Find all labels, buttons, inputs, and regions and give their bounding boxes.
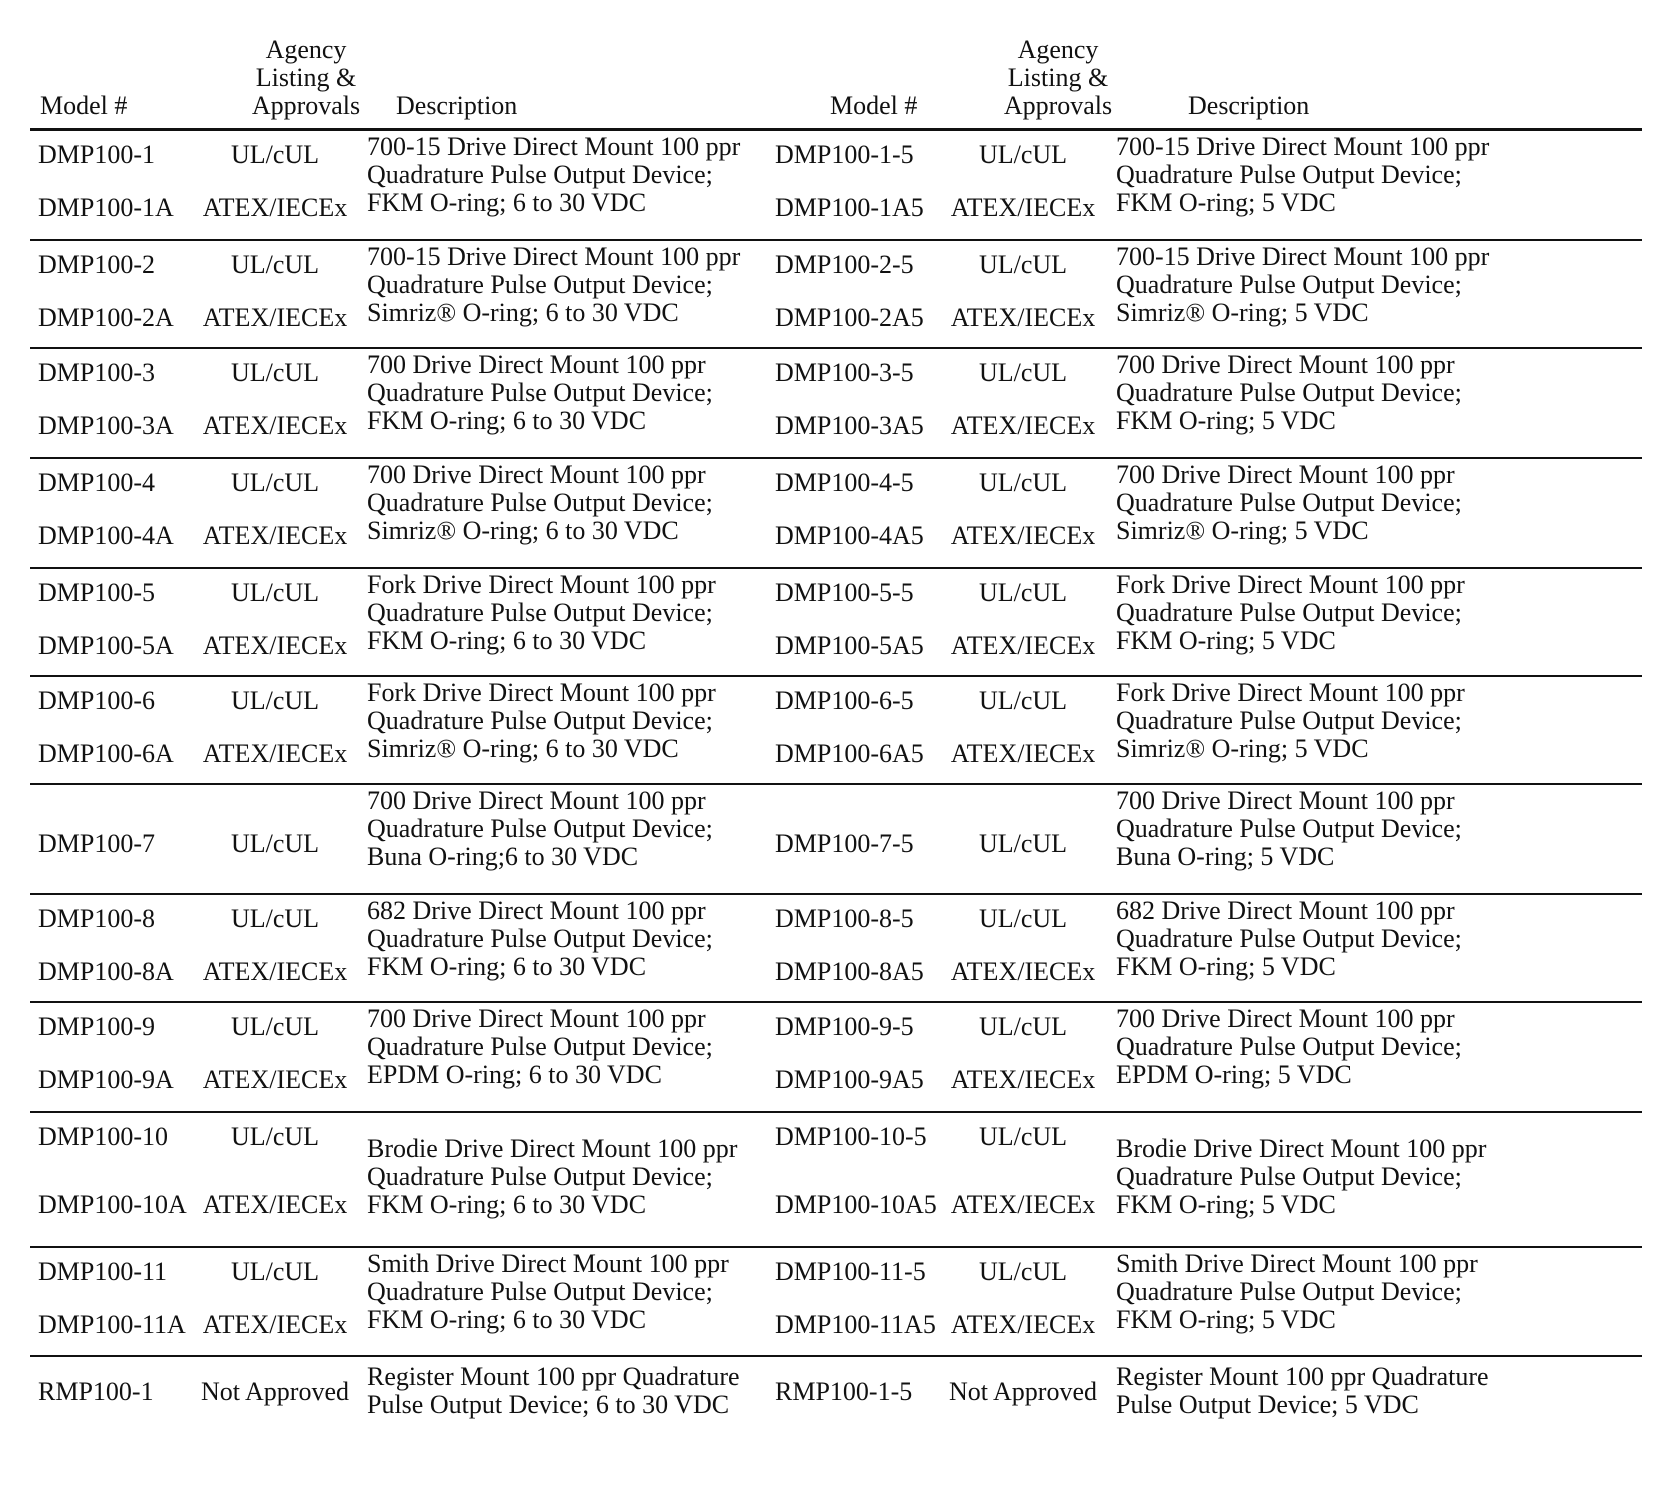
model-number-right: DMP100-1-5 [775, 140, 914, 169]
model-number-alt-right: DMP100-6A5 [775, 739, 924, 768]
model-number-alt-right: DMP100-10A5 [775, 1190, 937, 1219]
agency-approval-left: UL/cUL [230, 686, 320, 715]
description-line-left: 700 Drive Direct Mount 100 ppr [367, 460, 706, 489]
description-line-left: 682 Drive Direct Mount 100 ppr [367, 896, 706, 925]
model-number-left: DMP100-1 [38, 140, 156, 169]
agency-approval-alt-right: ATEX/IECEx [950, 303, 1096, 332]
description-line-right: 700 Drive Direct Mount 100 ppr [1116, 786, 1455, 815]
model-number-left: DMP100-5 [38, 578, 156, 607]
description-line-left: EPDM O-ring; 6 to 30 VDC [367, 1060, 662, 1089]
description-line-left: Quadrature Pulse Output Device; [367, 270, 713, 299]
header-agency-line1: Agency [265, 35, 347, 64]
agency-approval-alt-right: ATEX/IECEx [950, 1065, 1096, 1094]
model-number-alt-right: DMP100-5A5 [775, 631, 924, 660]
description-line-right: FKM O-ring; 5 VDC [1116, 1305, 1336, 1334]
agency-approval-alt-left: ATEX/IECEx [202, 411, 348, 440]
agency-approval-alt-right: ATEX/IECEx [950, 193, 1096, 222]
model-number-right: DMP100-2-5 [775, 250, 914, 279]
model-number-alt-right: DMP100-3A5 [775, 411, 924, 440]
description-line-left: Fork Drive Direct Mount 100 ppr [367, 570, 716, 599]
model-number-right: RMP100-1-5 [775, 1377, 913, 1406]
model-number-right: DMP100-11-5 [775, 1257, 926, 1286]
agency-approval-left: UL/cUL [230, 904, 320, 933]
agency-approval-right: UL/cUL [978, 140, 1068, 169]
agency-approval-right: UL/cUL [978, 250, 1068, 279]
agency-approval-left: UL/cUL [230, 140, 320, 169]
description-line-left: 700-15 Drive Direct Mount 100 ppr [367, 132, 741, 161]
model-number-alt-right: DMP100-8A5 [775, 957, 924, 986]
table-row [30, 1357, 1642, 1467]
description-line-right: Pulse Output Device; 5 VDC [1116, 1390, 1419, 1419]
agency-approval-left: UL/cUL [230, 1257, 320, 1286]
description-line-right: Quadrature Pulse Output Device; [1116, 706, 1462, 735]
description-line-right: Simriz® O-ring; 5 VDC [1116, 516, 1369, 545]
description-line-right: Quadrature Pulse Output Device; [1116, 598, 1462, 627]
model-number-alt-left: DMP100-2A [38, 303, 174, 332]
header-agency-line3: Approvals [1003, 91, 1113, 120]
description-line-right: Simriz® O-ring; 5 VDC [1116, 734, 1369, 763]
description-line-right: FKM O-ring; 5 VDC [1116, 626, 1336, 655]
model-number-right: DMP100-9-5 [775, 1012, 914, 1041]
description-line-right: FKM O-ring; 5 VDC [1116, 952, 1336, 981]
agency-approval-alt-right: ATEX/IECEx [950, 739, 1096, 768]
description-line-right: Quadrature Pulse Output Device; [1116, 378, 1462, 407]
agency-approval-left: UL/cUL [230, 358, 320, 387]
model-number-left: DMP100-6 [38, 686, 156, 715]
model-number-right: DMP100-8-5 [775, 904, 914, 933]
description-line-left: Quadrature Pulse Output Device; [367, 706, 713, 735]
description-line-right: Simriz® O-ring; 5 VDC [1116, 298, 1369, 327]
model-number-alt-left: DMP100-8A [38, 957, 174, 986]
description-line-left: Quadrature Pulse Output Device; [367, 488, 713, 517]
description-line-right: 700-15 Drive Direct Mount 100 ppr [1116, 242, 1490, 271]
model-number-alt-left: DMP100-1A [38, 193, 174, 222]
description-line-right: 700 Drive Direct Mount 100 ppr [1116, 350, 1455, 379]
agency-approval-left: Not Approved [200, 1377, 350, 1406]
agency-approval-left: UL/cUL [230, 578, 320, 607]
agency-approval-alt-left: ATEX/IECEx [202, 739, 348, 768]
agency-approval-right: Not Approved [948, 1377, 1098, 1406]
description-line-left: Quadrature Pulse Output Device; [367, 1277, 713, 1306]
model-number-alt-right: DMP100-9A5 [775, 1065, 924, 1094]
model-number-alt-left: DMP100-6A [38, 739, 174, 768]
agency-approval-left: UL/cUL [230, 468, 320, 497]
description-line-left: Simriz® O-ring; 6 to 30 VDC [367, 516, 679, 545]
description-line-right: FKM O-ring; 5 VDC [1116, 188, 1336, 217]
table-header-left [30, 30, 800, 126]
header-agency-line2: Listing & [255, 63, 357, 92]
model-number-alt-left: DMP100-4A [38, 521, 174, 550]
model-number-alt-left: DMP100-10A [38, 1190, 187, 1219]
model-number-left: DMP100-11 [38, 1257, 168, 1286]
description-line-right: 700 Drive Direct Mount 100 ppr [1116, 460, 1455, 489]
description-line-right: Register Mount 100 ppr Quadrature [1116, 1362, 1489, 1391]
description-line-right: Smith Drive Direct Mount 100 ppr [1116, 1249, 1478, 1278]
header-agency-line3: Approvals [251, 91, 361, 120]
table-row [30, 349, 1642, 459]
agency-approval-alt-left: ATEX/IECEx [202, 957, 348, 986]
description-line-right: Quadrature Pulse Output Device; [1116, 1032, 1462, 1061]
model-number-alt-left: DMP100-11A [38, 1310, 186, 1339]
description-line-left: Quadrature Pulse Output Device; [367, 378, 713, 407]
model-number-left: DMP100-3 [38, 358, 156, 387]
agency-approval-right: UL/cUL [978, 468, 1068, 497]
model-number-left: DMP100-4 [38, 468, 156, 497]
agency-approval-left: UL/cUL [230, 1122, 320, 1151]
model-number-alt-left: DMP100-9A [38, 1065, 174, 1094]
agency-approval-alt-right: ATEX/IECEx [950, 631, 1096, 660]
agency-approval-right: UL/cUL [978, 829, 1068, 858]
agency-approval-right: UL/cUL [978, 686, 1068, 715]
model-number-right: DMP100-4-5 [775, 468, 914, 497]
description-line-left: 700-15 Drive Direct Mount 100 ppr [367, 242, 741, 271]
model-number-right: DMP100-3-5 [775, 358, 914, 387]
description-line-right: FKM O-ring; 5 VDC [1116, 1190, 1336, 1219]
description-line-left: Simriz® O-ring; 6 to 30 VDC [367, 298, 679, 327]
table-row [30, 895, 1642, 1003]
header-agency [978, 36, 1138, 120]
header-agency-line1: Agency [1017, 35, 1099, 64]
model-number-alt-left: DMP100-5A [38, 631, 174, 660]
description-line-right: Fork Drive Direct Mount 100 ppr [1116, 570, 1465, 599]
description-line-right: Quadrature Pulse Output Device; [1116, 160, 1462, 189]
description-line-left: FKM O-ring; 6 to 30 VDC [367, 626, 647, 655]
agency-approval-alt-right: ATEX/IECEx [950, 411, 1096, 440]
agency-approval-alt-left: ATEX/IECEx [202, 303, 348, 332]
model-number-left: DMP100-7 [38, 829, 156, 858]
description-line-right: Quadrature Pulse Output Device; [1116, 924, 1462, 953]
description-line-left: FKM O-ring; 6 to 30 VDC [367, 188, 647, 217]
agency-approval-alt-right: ATEX/IECEx [950, 1190, 1096, 1219]
table-row [30, 1003, 1642, 1113]
table-row [30, 459, 1642, 569]
agency-approval-alt-left: ATEX/IECEx [202, 1190, 348, 1219]
description-line-left: Smith Drive Direct Mount 100 ppr [367, 1249, 729, 1278]
agency-approval-alt-left: ATEX/IECEx [202, 521, 348, 550]
description-line-right: Fork Drive Direct Mount 100 ppr [1116, 678, 1465, 707]
description-line-left: Fork Drive Direct Mount 100 ppr [367, 678, 716, 707]
description-line-right: Buna O-ring; 5 VDC [1116, 842, 1335, 871]
model-number-alt-right: DMP100-4A5 [775, 521, 924, 550]
header-model: Model # [830, 91, 918, 120]
agency-approval-alt-left: ATEX/IECEx [202, 1310, 348, 1339]
description-line-left: FKM O-ring; 6 to 30 VDC [367, 1190, 647, 1219]
model-number-left: DMP100-10 [38, 1122, 169, 1151]
agency-approval-left: UL/cUL [230, 1012, 320, 1041]
description-line-right: EPDM O-ring; 5 VDC [1116, 1060, 1352, 1089]
description-line-left: Buna O-ring;6 to 30 VDC [367, 842, 639, 871]
description-line-right: Quadrature Pulse Output Device; [1116, 488, 1462, 517]
agency-approval-right: UL/cUL [978, 358, 1068, 387]
description-line-left: FKM O-ring; 6 to 30 VDC [367, 406, 647, 435]
description-line-left: Brodie Drive Direct Mount 100 ppr [367, 1134, 738, 1163]
description-line-left: FKM O-ring; 6 to 30 VDC [367, 952, 647, 981]
model-number-alt-right: DMP100-2A5 [775, 303, 924, 332]
header-agency-line2: Listing & [1007, 63, 1109, 92]
description-line-left: 700 Drive Direct Mount 100 ppr [367, 786, 706, 815]
model-number-left: DMP100-2 [38, 250, 156, 279]
description-line-right: 682 Drive Direct Mount 100 ppr [1116, 896, 1455, 925]
description-line-right: Quadrature Pulse Output Device; [1116, 1277, 1462, 1306]
table-header-right [800, 30, 1642, 126]
model-number-left: RMP100-1 [38, 1377, 154, 1406]
description-line-left: FKM O-ring; 6 to 30 VDC [367, 1305, 647, 1334]
agency-approval-right: UL/cUL [978, 1012, 1068, 1041]
agency-approval-right: UL/cUL [978, 578, 1068, 607]
table-row [30, 131, 1642, 241]
agency-approval-alt-left: ATEX/IECEx [202, 193, 348, 222]
description-line-right: 700-15 Drive Direct Mount 100 ppr [1116, 132, 1490, 161]
table-row [30, 785, 1642, 895]
description-line-right: Quadrature Pulse Output Device; [1116, 814, 1462, 843]
description-line-left: Quadrature Pulse Output Device; [367, 160, 713, 189]
description-line-left: Quadrature Pulse Output Device; [367, 1032, 713, 1061]
description-line-left: Quadrature Pulse Output Device; [367, 598, 713, 627]
agency-approval-right: UL/cUL [978, 1122, 1068, 1151]
description-line-right: Brodie Drive Direct Mount 100 ppr [1116, 1134, 1487, 1163]
table-row [30, 241, 1642, 349]
description-line-left: Simriz® O-ring; 6 to 30 VDC [367, 734, 679, 763]
description-line-right: Quadrature Pulse Output Device; [1116, 1162, 1462, 1191]
header-description: Description [1188, 91, 1310, 120]
header-description: Description [396, 91, 518, 120]
description-line-left: Register Mount 100 ppr Quadrature [367, 1362, 740, 1391]
model-number-alt-right: DMP100-1A5 [775, 193, 924, 222]
description-line-left: Quadrature Pulse Output Device; [367, 1162, 713, 1191]
model-number-right: DMP100-7-5 [775, 829, 914, 858]
description-line-left: Quadrature Pulse Output Device; [367, 924, 713, 953]
agency-approval-alt-left: ATEX/IECEx [202, 1065, 348, 1094]
model-number-right: DMP100-10-5 [775, 1122, 927, 1151]
agency-approval-left: UL/cUL [230, 250, 320, 279]
model-number-left: DMP100-8 [38, 904, 156, 933]
description-line-right: Quadrature Pulse Output Device; [1116, 270, 1462, 299]
description-line-left: 700 Drive Direct Mount 100 ppr [367, 1004, 706, 1033]
header-model: Model # [40, 91, 128, 120]
agency-approval-right: UL/cUL [978, 904, 1068, 933]
agency-approval-alt-right: ATEX/IECEx [950, 1310, 1096, 1339]
description-line-left: 700 Drive Direct Mount 100 ppr [367, 350, 706, 379]
description-line-left: Quadrature Pulse Output Device; [367, 814, 713, 843]
model-number-right: DMP100-5-5 [775, 578, 914, 607]
agency-approval-alt-left: ATEX/IECEx [202, 631, 348, 660]
model-number-left: DMP100-9 [38, 1012, 156, 1041]
agency-approval-alt-right: ATEX/IECEx [950, 957, 1096, 986]
table-row [30, 569, 1642, 677]
model-number-alt-left: DMP100-3A [38, 411, 174, 440]
description-line-right: 700 Drive Direct Mount 100 ppr [1116, 1004, 1455, 1033]
agency-approval-left: UL/cUL [230, 829, 320, 858]
table-row [30, 677, 1642, 785]
model-number-right: DMP100-6-5 [775, 686, 914, 715]
header-agency [226, 36, 386, 120]
model-number-alt-right: DMP100-11A5 [775, 1310, 936, 1339]
agency-approval-alt-right: ATEX/IECEx [950, 521, 1096, 550]
table-row [30, 1248, 1642, 1357]
table-row [30, 1113, 1642, 1248]
description-line-right: FKM O-ring; 5 VDC [1116, 406, 1336, 435]
agency-approval-right: UL/cUL [978, 1257, 1068, 1286]
description-line-left: Pulse Output Device; 6 to 30 VDC [367, 1390, 730, 1419]
